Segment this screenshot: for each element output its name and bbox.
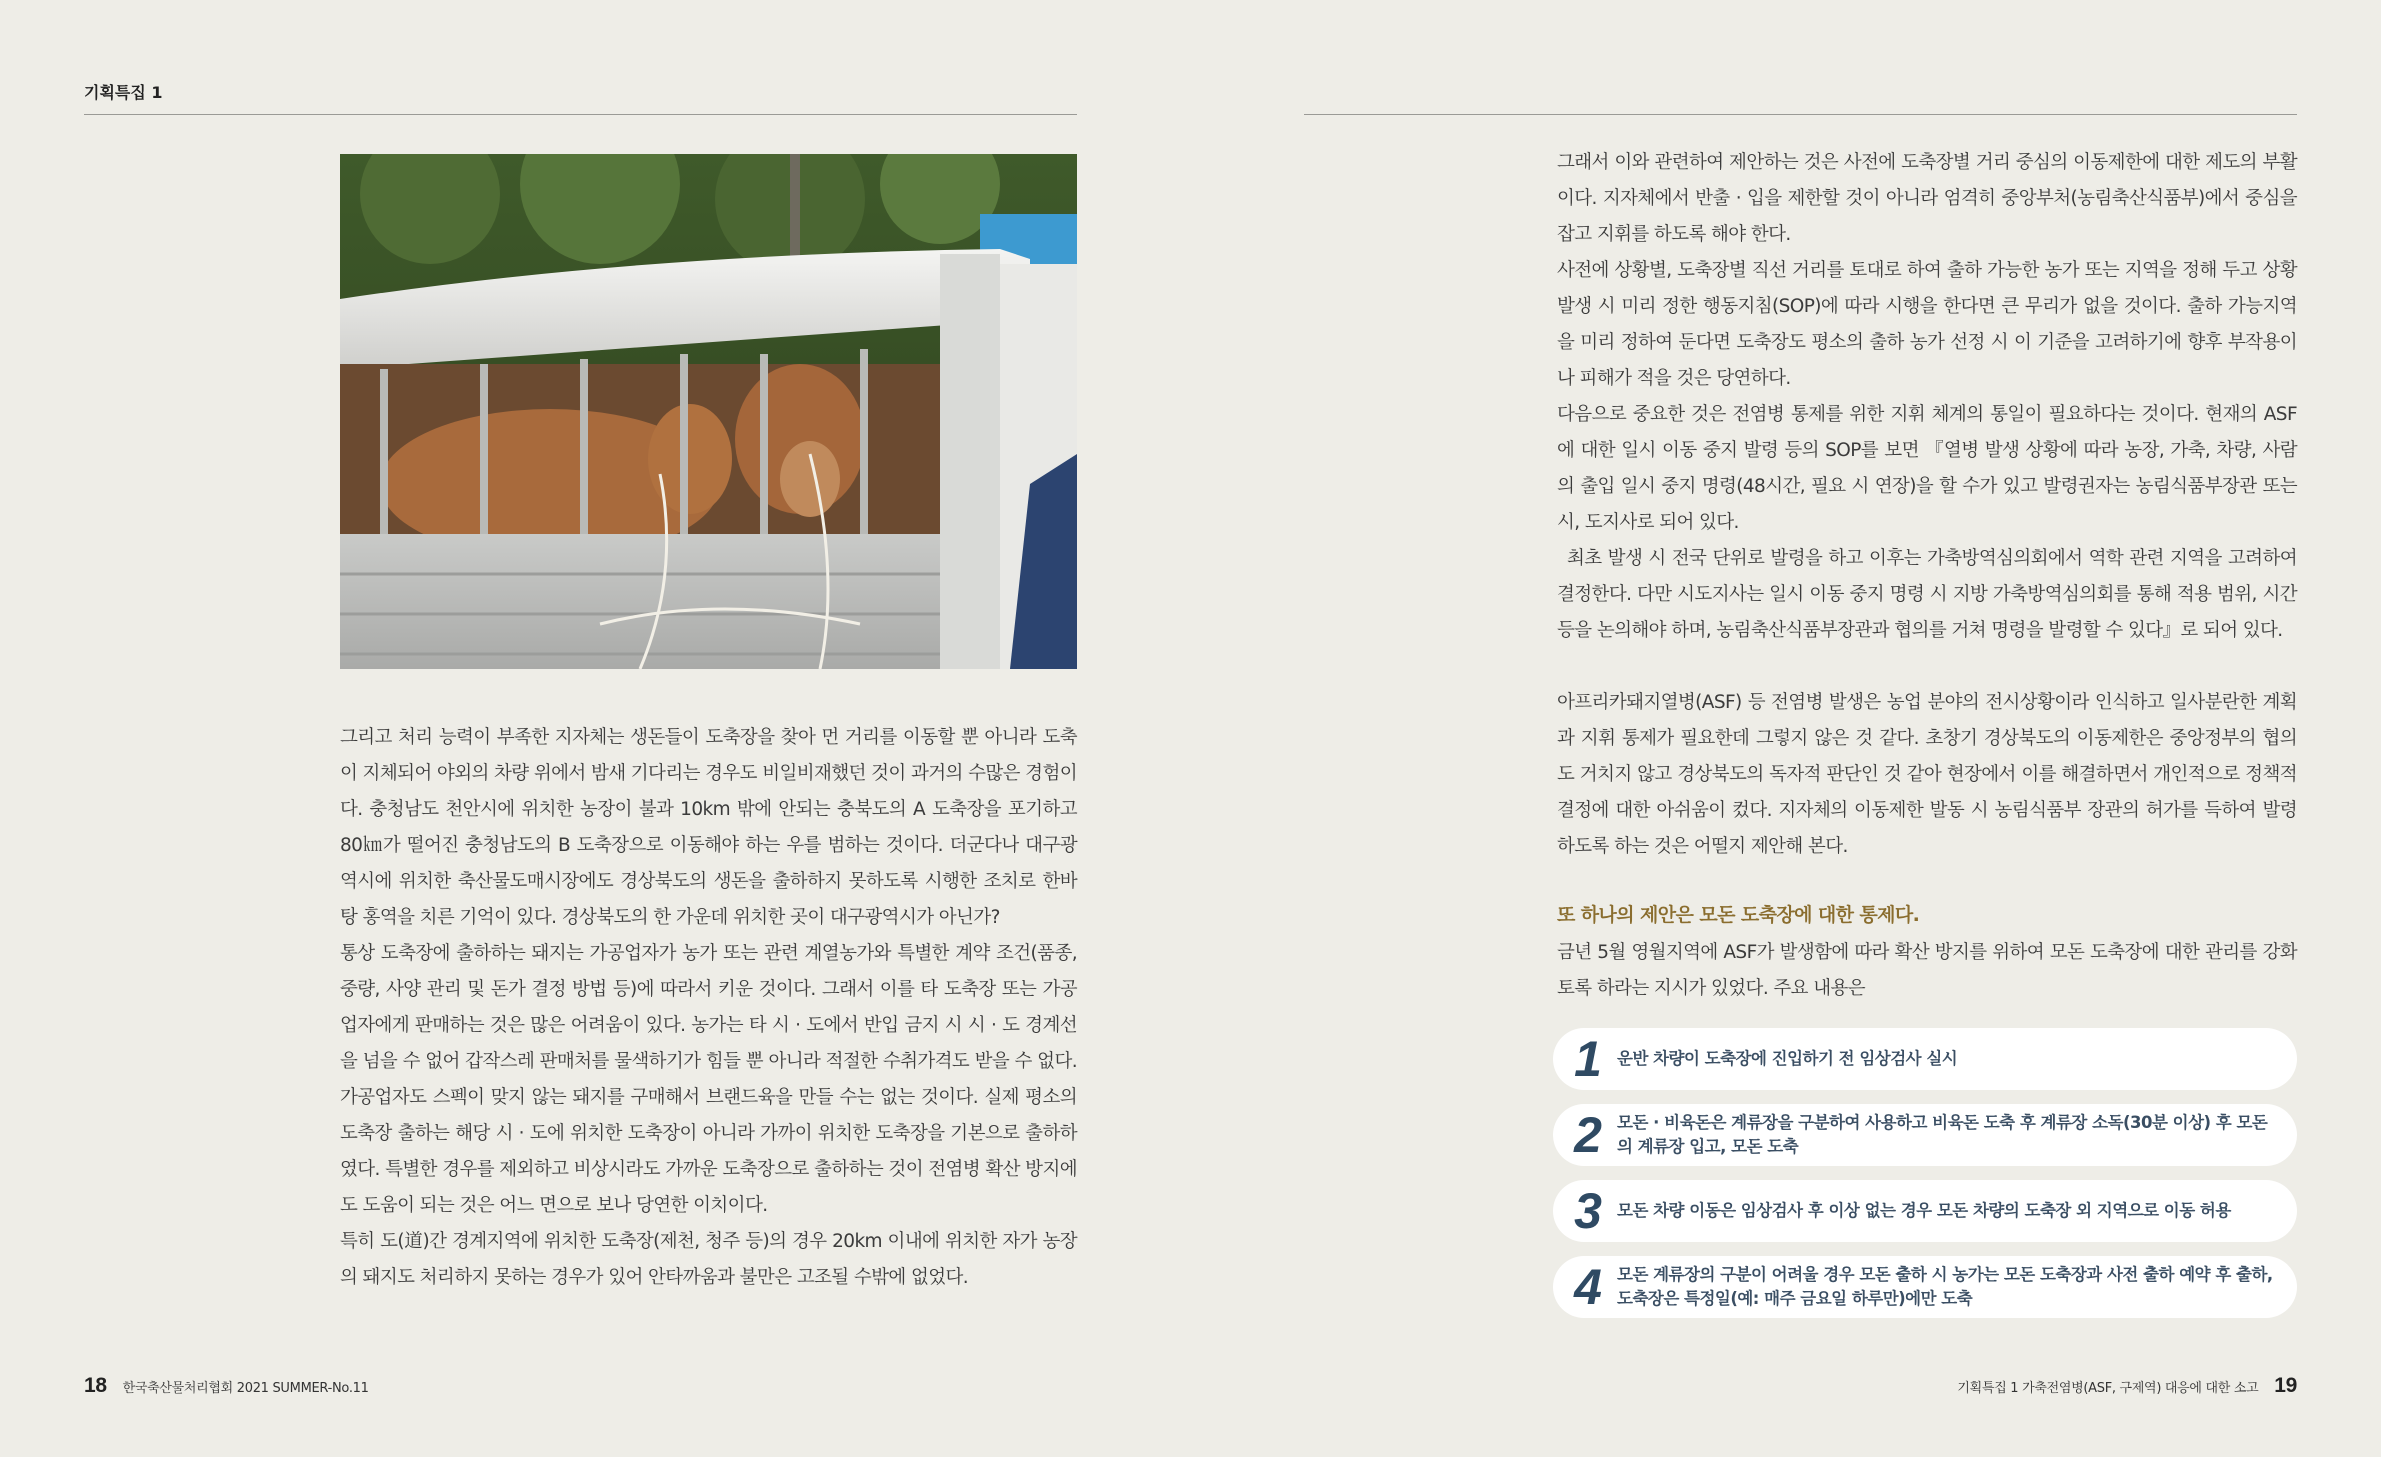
list-item xyxy=(1553,1256,2297,1318)
paragraph: 사전에 상황별, 도축장별 직선 거리를 토대로 하여 출하 가능한 농가 또는 지역을 정해 두고 상황 발생 시 미리 정한 행동지침(SOP)에 따라 시행을 한다면 큰 무리가 없을 것이다. 출하 가능지역을 미리 정하여 둔다면 도축장도 평소의 출하 농가 선정 시 이 기준을 고려하기에 향후 부작용이나 피해가 적을 것은 당연하다. xyxy=(1557,260,2297,389)
paragraph: 통상 도축장에 출하하는 돼지는 가공업자가 농가 또는 관련 계열농가와 특별한 계약 조건(품종, 중량, 사양 관리 및 돈가 결정 방법 등)에 따라서 키운 것이다. 그래서 이를 타 도축장 또는 가공업자에게 판매하는 것은 많은 어려움이 있다. 농가는 타 시 · 도에서 반입 금지 시 시 · 도 경계선을 넘을 수 없어 갑작스레 판매처를 물색하기가 힘들 뿐 아니라 적절한 수취가격도 받을 수 없다. 가공업자도 스펙이 맞지 않는 돼지를 구매해서 브랜드육을 만들 수는 없는 것이다. 실제 평소의 도축장 출하는 해당 시 · 도에 위치한 도축장이 아니라 가까이 위치한 도축장을 기본으로 출하하였다. 특별한 경우를 제외하고 비상시라도 가까운 도축장으로 출하하는 것이 전염병 확산 방지에도 도움이 되는 것은 어느 면으로 보나 당연한 이치이다. xyxy=(340,943,1077,1216)
list-text: 모돈 계류장의 구분이 어려울 경우 모돈 출하 시 농가는 모돈 도축장과 사전 출하 예약 후 출하, 도축장은 특정일(예: 매주 금요일 하루만)에만 도축 xyxy=(1617,1265,2273,1308)
page-number: 18 xyxy=(84,1374,107,1397)
list-number: 2 xyxy=(1574,1107,1602,1163)
header-rule-left xyxy=(84,114,1077,115)
footer-left xyxy=(84,1374,369,1398)
list-number: 4 xyxy=(1574,1259,1602,1315)
paragraph: 다음으로 중요한 것은 전염병 통제를 위한 지휘 체계의 통일이 필요하다는 것이다. 현재의 ASF에 대한 일시 이동 중지 발령 등의 SOP를 보면 『열병 발생 상황에 따라 농장, 가축, 차량, 사람의 출입 일시 중지 명령(48시간, 필요 시 연장)을 할 수가 있고 발령권자는 농림식품부장관 또는 시, 도지사로 되어 있다. xyxy=(1557,404,2297,533)
left-body-text xyxy=(340,720,1077,1296)
section-label: 기획특집 1 xyxy=(84,83,163,102)
running-title: 기획특집 1 가축전염병(ASF, 구제역) 대응에 대한 소고 xyxy=(1957,1380,2259,1396)
paragraph: 최초 발생 시 전국 단위로 발령을 하고 이후는 가축방역심의회에서 역학 관련 지역을 고려하여 결정한다. 다만 시도지사는 일시 이동 중지 명령 시 지방 가축방역심의회를 통해 적용 범위, 시간 등을 논의해야 하며, 농림축산식품부장관과 협의를 거쳐 명령을 발령할 수 있다』로 되어 있다. xyxy=(1557,548,2297,641)
list-item xyxy=(1553,1180,2297,1242)
list-number: 3 xyxy=(1574,1183,1602,1239)
right-body-text-a xyxy=(1557,145,2297,649)
list-item xyxy=(1553,1028,2297,1090)
cattle-trailer-photo xyxy=(340,154,1077,669)
list-number: 1 xyxy=(1574,1031,1602,1087)
proposal-section xyxy=(1557,900,2297,1007)
paragraph: 특히 도(道)간 경계지역에 위치한 도축장(제천, 청주 등)의 경우 20km 이내에 위치한 자가 농장의 돼지도 처리하지 못하는 경우가 있어 안타까움과 불만은 고조될 수밖에 없었다. xyxy=(340,1231,1077,1288)
list-text: 모돈 · 비육돈은 계류장을 구분하여 사용하고 비육돈 도축 후 계류장 소독(30분 이상) 후 모돈의 계류장 입고, 모돈 도축 xyxy=(1617,1113,2268,1156)
list-item xyxy=(1553,1104,2297,1166)
list-text: 운반 차량이 도축장에 진입하기 전 임상검사 실시 xyxy=(1617,1049,1958,1068)
header-rule-right xyxy=(1304,114,2297,115)
list-text: 모돈 차량 이동은 임상검사 후 이상 없는 경우 모돈 차량의 도축장 외 지역으로 이동 허용 xyxy=(1617,1201,2231,1220)
paragraph: 아프리카돼지열병(ASF) 등 전염병 발생은 농업 분야의 전시상황이라 인식하고 일사분란한 계획과 지휘 통제가 필요한데 그렇지 않은 것 같다. 초창기 경상북도의 이동제한은 중앙정부의 협의도 거치지 않고 경상북도의 독자적 판단인 것 같아 현장에서 이를 해결하면서 개인적으로 정책적 결정에 대한 아쉬움이 컸다. 지자체의 이동제한 발동 시 농림식품부 장관의 허가를 득하여 발령하도록 하는 것은 어떨지 제안해 본다. xyxy=(1557,692,2297,857)
paragraph: 그리고 처리 능력이 부족한 지자체는 생돈들이 도축장을 찾아 먼 거리를 이동할 뿐 아니라 도축이 지체되어 야외의 차량 위에서 밤새 기다리는 경우도 비일비재했던 것이 과거의 수많은 경험이다. 충청남도 천안시에 위치한 농장이 불과 10km 밖에 안되는 충북도의 A 도축장을 포기하고 80㎞가 떨어진 충청남도의 B 도축장으로 이동해야 하는 우를 범하는 것이다. 더군다나 대구광역시에 위치한 축산물도매시장에도 경상북도의 생돈을 출하하지 못하도록 시행한 조치로 한바탕 홍역을 치른 기억이 있다. 경상북도의 한 가운데 위치한 곳이 대구광역시가 아닌가? xyxy=(340,727,1077,928)
right-body-text-b xyxy=(1557,685,2297,865)
section-heading: 또 하나의 제안은 모돈 도축장에 대한 통제다. xyxy=(1557,904,1920,926)
paragraph: 금년 5월 영월지역에 ASF가 발생함에 따라 확산 방지를 위하여 모돈 도축장에 대한 관리를 강화토록 하라는 지시가 있었다. 주요 내용은 xyxy=(1557,942,2297,999)
paragraph: 그래서 이와 관련하여 제안하는 것은 사전에 도축장별 거리 중심의 이동제한에 대한 제도의 부활이다. 지자체에서 반출 · 입을 제한할 것이 아니라 엄격히 중앙부처(농림축산식품부)에서 중심을 잡고 지휘를 하도록 해야 한다. xyxy=(1557,152,2297,245)
page-number: 19 xyxy=(2274,1374,2297,1397)
footer-right xyxy=(1957,1374,2297,1398)
publication-info: 한국축산물처리협회 2021 SUMMER-No.11 xyxy=(122,1380,369,1396)
